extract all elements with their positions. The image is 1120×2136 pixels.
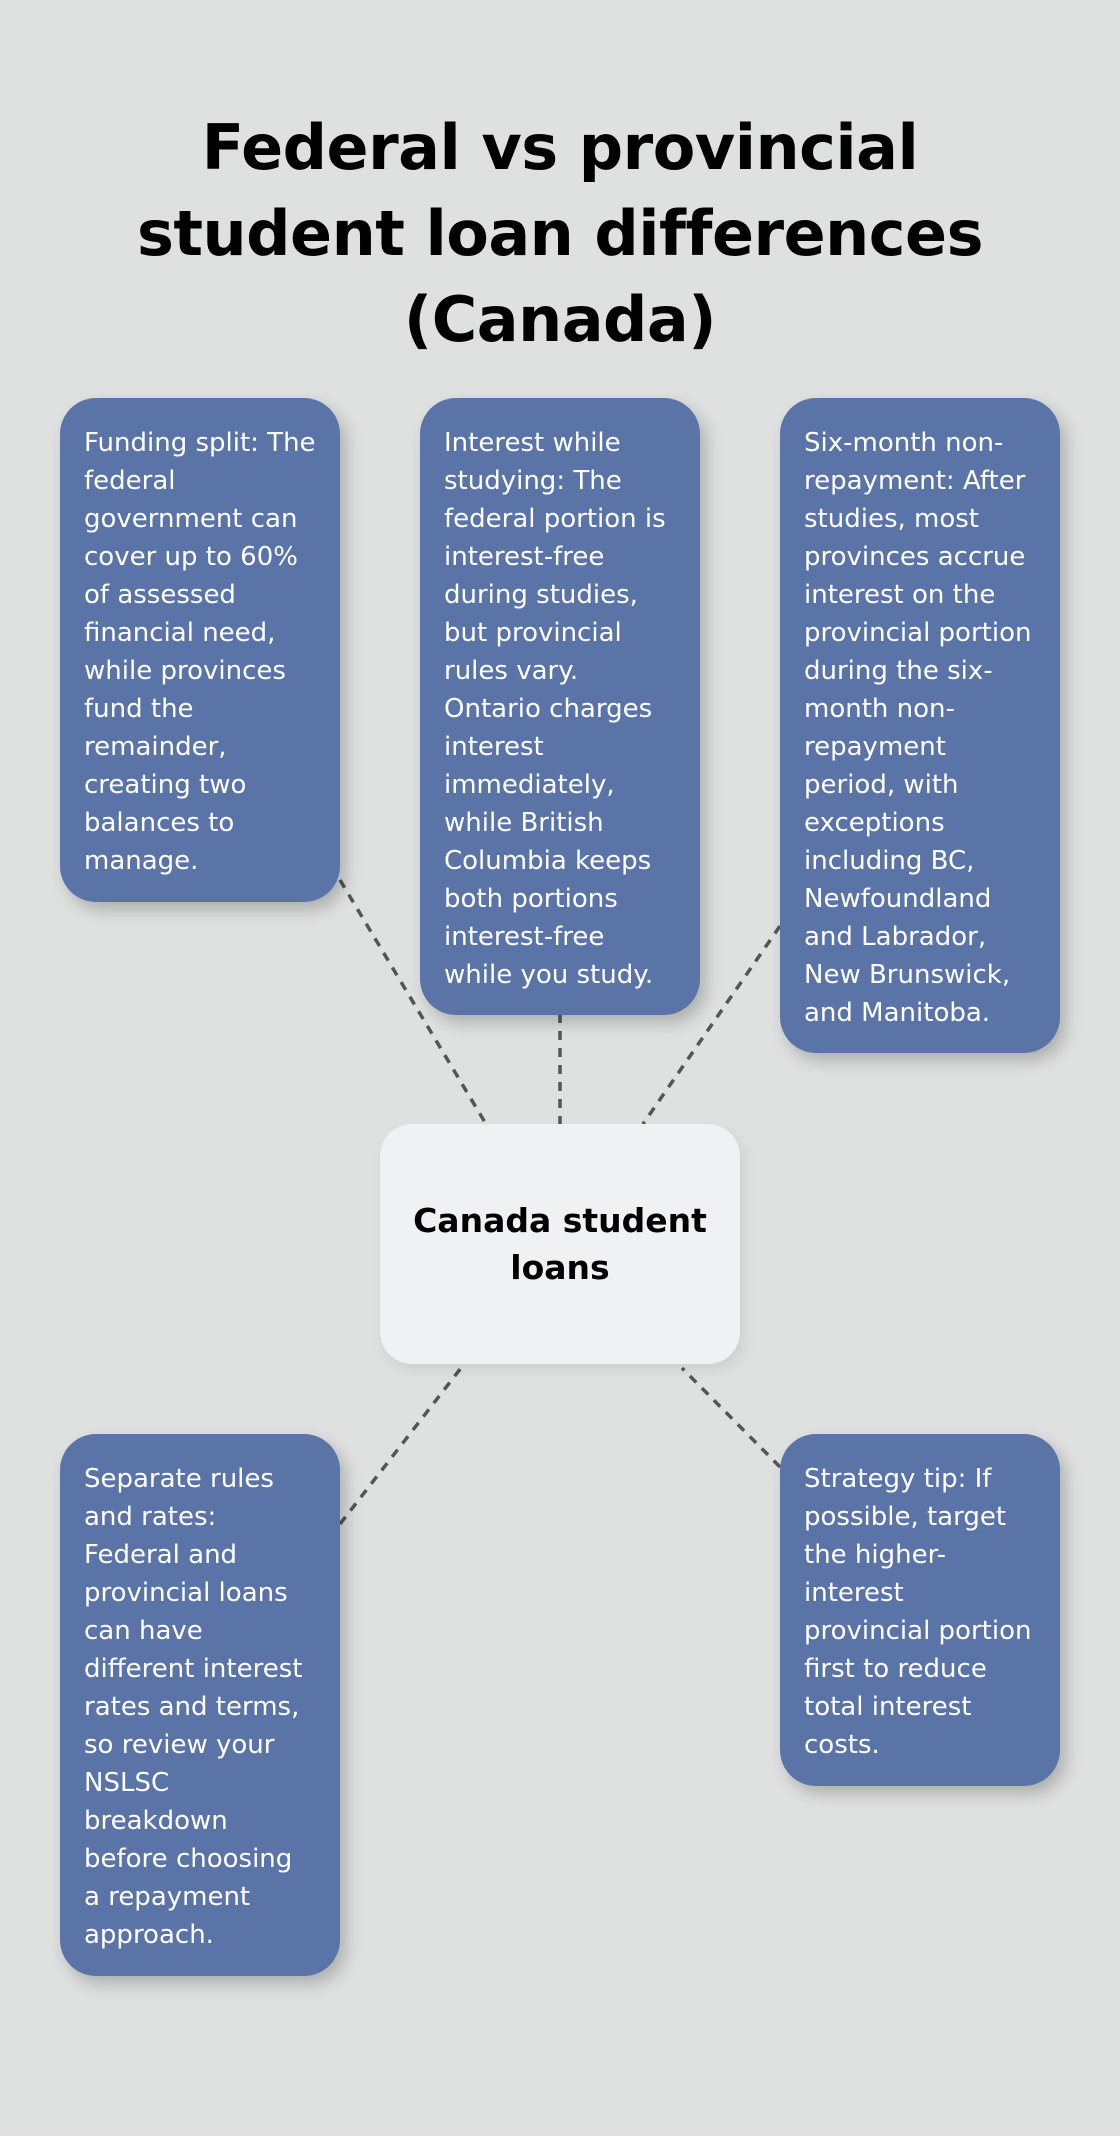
- node-text: Separate rules and rates: Federal and provincial loans can have different interest rates and terms, so review your NSLSC breakdown before choosing a repayment approach.: [84, 1464, 303, 1950]
- central-node-label: Canada student loans: [413, 1201, 707, 1287]
- node-text: Six-month non-repayment: After studies, most provinces accrue interest on the provincial portion during the six-month non-repayment period, with exceptions including BC, Newfoundland and Labrador, New Brunswick, and Manitoba.: [804, 428, 1032, 1028]
- node-six-month-non-repayment: [780, 398, 1060, 1053]
- central-node: [380, 1124, 740, 1364]
- node-text: Strategy tip: If possible, target the higher-interest provincial portion first to reduce total interest costs.: [804, 1464, 1032, 1760]
- node-text: Interest while studying: The federal portion is interest-free during studies, but provincial rules vary. Ontario charges interest immediately, while British Columbia keeps both portions interest-free while you study.: [444, 428, 666, 990]
- node-text: Funding split: The federal government can cover up to 60% of assessed financial need, while provinces fund the remainder, creating two balances to manage.: [84, 428, 316, 876]
- node-funding-split: [60, 398, 340, 902]
- diagram-title: Federal vs provincial student loan differences (Canada): [137, 111, 983, 356]
- node-strategy-tip: [780, 1434, 1060, 1786]
- node-interest-while-studying: [420, 398, 700, 1015]
- connector-separate-rules: [340, 1368, 461, 1524]
- node-separate-rules-and-rates: [60, 1434, 340, 1976]
- connector-strategy-tip: [682, 1368, 780, 1467]
